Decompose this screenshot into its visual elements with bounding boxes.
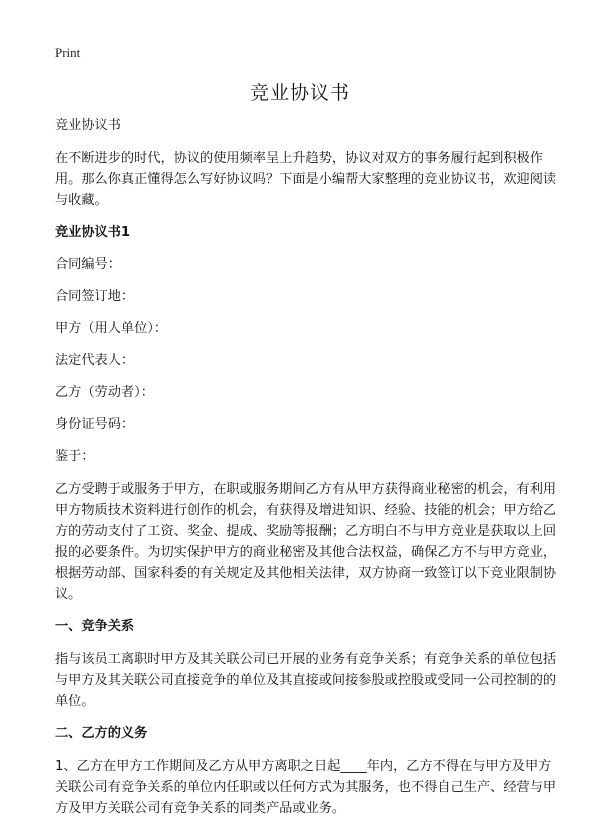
subtitle: 竞业协议书 xyxy=(55,118,121,133)
preamble-paragraph: 乙方受聘于或服务于甲方，在职或服务期间乙方有从甲方获得商业秘密的机会，有利用甲方物质技术资料进行创作的机会，有获得及增进知识、经验、技能的机会；甲方给乙方的劳动支付了工资、奖金、提成、奖励等报酬；乙方明白不与甲方竞业是获取以上回报的必要条件。为切实保护甲方的商业秘密及其他合法权益，确保乙方不与甲方竞业，根据劳动部、国家科委的有关规定及其他相关法律，双方协商一致签订以下竞业限制协议。 xyxy=(55,482,557,602)
clause-competition: 指与该员工离职时甲方及其关联公司已开展的业务有竞争关系；有竞争关系的单位包括与甲方及其关联公司直接竞争的单位及其直接或间接参股或控股或受同一公司控制的的单位。 xyxy=(55,652,557,709)
document-title: 竞业协议书 xyxy=(249,82,350,104)
field-sign-place: 合同签订地： xyxy=(55,289,135,304)
print-link[interactable]: Print xyxy=(55,45,81,60)
clause-obligation-1: 1、乙方在甲方工作期间及乙方从甲方离职之日起____年内，乙方不得在与甲方及甲方关联公司有竞争关系的单位内任职或以任何方式为其服务，也不得自己生产、经营与甲方及甲方关联公司有竞争关系的同类产品或业务。 xyxy=(55,759,557,816)
heading-competition: 一、竞争关系 xyxy=(55,619,135,634)
heading-obligations: 二、乙方的义务 xyxy=(55,726,148,741)
section-title: 竞业协议书1 xyxy=(55,225,131,240)
field-party-b: 乙方（劳动者）： xyxy=(55,385,154,400)
field-party-a: 甲方（用人单位）： xyxy=(55,321,168,336)
field-id-no: 身份证号码： xyxy=(55,417,135,432)
intro-paragraph: 在不断进步的时代，协议的使用频率呈上升趋势，协议对双方的事务履行起到积极作用。那么你真正懂得怎么写好协议吗？下面是小编帮大家整理的竞业协议书，欢迎阅读与收藏。 xyxy=(55,151,557,208)
document-body xyxy=(55,116,558,831)
field-whereas: 鉴于： xyxy=(55,449,95,464)
field-legal-rep: 法定代表人： xyxy=(55,353,135,368)
field-contract-no: 合同编号： xyxy=(55,257,121,272)
